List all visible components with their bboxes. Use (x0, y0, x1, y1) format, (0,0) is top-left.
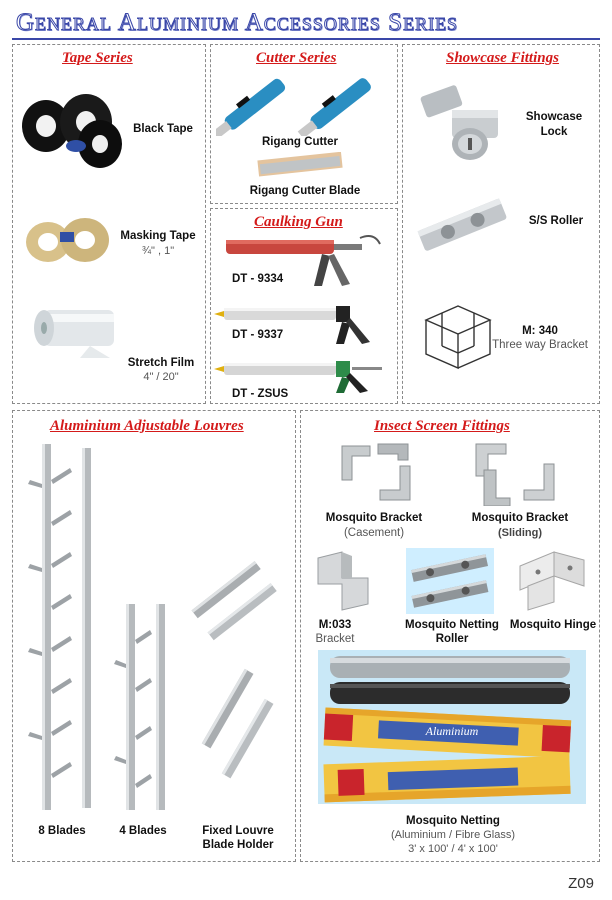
mosquito-netting-roller-label-2: Roller (435, 633, 469, 645)
stretch-film-label: Stretch Film (127, 357, 195, 369)
insect-screen-title: Insect Screen Fittings (374, 418, 510, 434)
mosquito-hinge-image (514, 546, 590, 612)
rigang-cutter-label: Rigang Cutter (261, 136, 339, 148)
mosquito-bracket-casement-image (336, 440, 416, 506)
mosquito-bracket-casement-sub: (Casement) (343, 527, 405, 539)
black-tape-label: Black Tape (133, 123, 193, 135)
fixed-louvre-holder-label-2: Blade Holder (202, 839, 274, 851)
mosquito-netting-label: Mosquito Netting (406, 815, 500, 827)
fixed-louvre-blade-holder-image (188, 540, 284, 790)
showcase-fittings-title: Showcase Fittings (446, 50, 559, 66)
netting-box-brand: Aluminium (425, 724, 479, 738)
showcase-lock-label-1: Showcase (525, 111, 583, 123)
rigang-cutter-image (216, 70, 386, 136)
tape-series-title: Tape Series (62, 50, 133, 66)
page-title: General Aluminium Accessories Series (16, 9, 459, 36)
mosquito-hinge-label: Mosquito Hinge (509, 619, 597, 631)
three-way-bracket-desc: Three way Bracket (492, 339, 588, 351)
stretch-film-image (30, 300, 120, 360)
eight-blades-label: 8 Blades (38, 825, 86, 837)
title-underline (12, 38, 600, 40)
rigang-cutter-blade-image (256, 152, 346, 178)
masking-tape-image (20, 212, 115, 270)
black-tape-image (16, 86, 126, 176)
m033-code: M:033 (318, 619, 352, 631)
mosquito-netting-material: (Aluminium / Fibre Glass) (390, 829, 516, 841)
four-blades-label: 4 Blades (119, 825, 167, 837)
caulking-gun-title: Caulking Gun (254, 214, 343, 230)
cutter-series-title: Cutter Series (256, 50, 337, 66)
m033-bracket-image (312, 548, 378, 614)
mosquito-netting-roller-image (406, 548, 494, 614)
mosquito-netting-sizes: 3' x 100' / 4' x 100' (408, 843, 498, 855)
mosquito-bracket-sliding-image (470, 440, 560, 506)
four-blades-louvre-image (112, 600, 182, 816)
caulking-gun-model-1: DT - 9334 (232, 273, 284, 285)
masking-tape-sizes: ¾" , 1" (141, 245, 175, 257)
mosquito-netting-image (318, 650, 586, 804)
showcase-lock-image (412, 80, 512, 172)
three-way-bracket-code: M: 340 (522, 325, 558, 337)
ss-roller-label: S/S Roller (528, 215, 584, 227)
stretch-film-sizes: 4" / 20" (143, 371, 179, 383)
eight-blades-louvre-image (22, 440, 112, 816)
caulking-gun-model-3: DT - ZSUS (232, 388, 289, 400)
rigang-cutter-blade-label: Rigang Cutter Blade (249, 185, 361, 197)
masking-tape-label: Masking Tape (120, 230, 196, 242)
fixed-louvre-holder-label-1: Fixed Louvre (202, 825, 274, 837)
ss-roller-image (412, 196, 512, 252)
m033-desc: Bracket (315, 633, 355, 645)
page-number: Z09 (568, 875, 594, 892)
mosquito-bracket-sliding-sub: (Sliding) (498, 527, 542, 539)
mosquito-bracket-casement-label: Mosquito Bracket (325, 512, 423, 524)
mosquito-netting-roller-label-1: Mosquito Netting (405, 619, 499, 631)
louvres-title: Aluminium Adjustable Louvres (50, 418, 244, 434)
showcase-lock-label-2: Lock (540, 126, 568, 138)
caulking-gun-model-2: DT - 9337 (232, 329, 284, 341)
mosquito-bracket-sliding-label: Mosquito Bracket (471, 512, 569, 524)
